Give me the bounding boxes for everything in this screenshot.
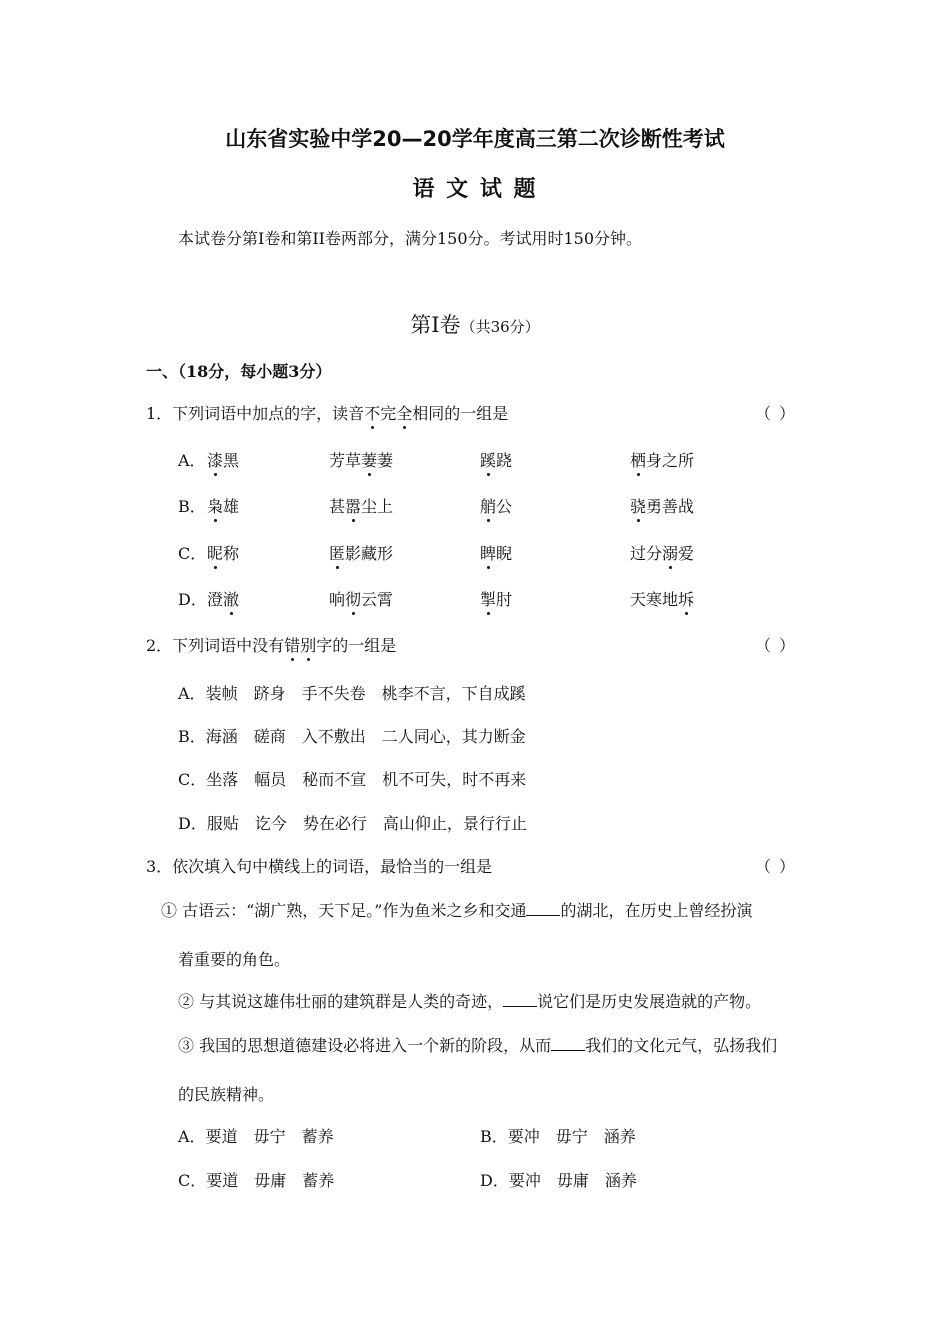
- fill-blank[interactable]: [503, 992, 537, 1007]
- q3-option-d[interactable]: [480, 1168, 637, 1191]
- paren-close: ）: [779, 857, 796, 876]
- q2-stem-dotted-char: 别: [300, 633, 316, 656]
- word-text: 影藏形: [345, 544, 394, 563]
- q3-option-b[interactable]: [480, 1124, 636, 1147]
- volume-heading: [0, 309, 950, 339]
- q3-option-a[interactable]: [178, 1124, 334, 1147]
- paren-open: （: [755, 404, 772, 423]
- word-text: 公: [496, 497, 513, 516]
- dotted-char: 坼: [678, 587, 694, 610]
- fill-blank[interactable]: [551, 1036, 585, 1051]
- option-letter: D．: [178, 814, 207, 833]
- dotted-char: 澈: [223, 587, 239, 610]
- option-letter: B．: [480, 1127, 508, 1146]
- sentence-text: ② 与其说这雄伟壮丽的建筑群是人类的奇迹，: [178, 992, 504, 1011]
- option-letter: C．: [178, 544, 207, 563]
- fill-blank[interactable]: [526, 901, 560, 916]
- option-letter: A．: [178, 1127, 206, 1146]
- option-letter: B．: [178, 727, 206, 746]
- word-text: 肘: [496, 590, 513, 609]
- q1-word: [329, 541, 393, 564]
- q3-sentence-1-cont: 着重要的角色。: [178, 950, 291, 969]
- q1-word: [329, 494, 393, 517]
- sentence-text: ③ 我国的思想道德建设必将进入一个新的阶段，从而: [178, 1036, 552, 1055]
- option-letter: B．: [178, 497, 206, 516]
- q1-word: [207, 541, 239, 564]
- q2-option-b[interactable]: [178, 724, 526, 747]
- option-text: 服贴 讫今 势在必行 高山仰止，景行行止: [206, 814, 527, 833]
- q1-word: [329, 587, 393, 610]
- dotted-char: 骁: [630, 494, 646, 517]
- q2-stem-text: 字的一组是: [316, 636, 397, 655]
- word-text: 过分: [630, 544, 663, 563]
- exam-title: 山东省实验中学20—20学年度高三第二次诊断性考试: [225, 127, 725, 151]
- dotted-char: 嚣: [345, 494, 361, 517]
- sentence-text: 我们的文化元气，弘扬我们: [585, 1036, 778, 1055]
- dotted-char: 昵: [207, 541, 223, 564]
- q1-word: [630, 494, 694, 517]
- section-heading: 一、（18分，每小题3分）: [146, 362, 332, 381]
- option-letter: C．: [178, 1171, 207, 1190]
- q3-sentence-2: [178, 989, 761, 1012]
- word-text: 响: [329, 590, 346, 609]
- option-letter: A．: [178, 684, 206, 703]
- option-letter: D．: [480, 1171, 509, 1190]
- volume-note: （共36分）: [460, 318, 540, 336]
- dotted-char: 艄: [480, 494, 496, 517]
- word-text: 云霄: [361, 590, 394, 609]
- q1-stem-dotted-char: 不: [364, 401, 380, 424]
- option-text: 要道 毋宁 蓄养: [205, 1127, 334, 1146]
- paren-close: ）: [779, 636, 796, 655]
- q2-stem-text: 2．下列词语中没有: [146, 636, 285, 655]
- q1-stem: [146, 401, 508, 424]
- q1-word: [630, 541, 694, 564]
- option-letter: A．: [178, 451, 206, 470]
- option-text: 海涵 磋商 入不敷出 二人同心，其力断金: [205, 727, 526, 746]
- dotted-char: 溺: [662, 541, 678, 564]
- word-text: 称: [223, 544, 240, 563]
- q1-word: [480, 587, 512, 610]
- q3-sentence-3-cont: 的民族精神。: [178, 1085, 275, 1104]
- q1-word: [207, 587, 239, 610]
- q1-word: [207, 448, 239, 471]
- q1-word: [630, 448, 694, 471]
- word-text: 睨: [496, 544, 513, 563]
- q1-stem-text: 相同的一组是: [412, 404, 509, 423]
- paren-close: ）: [779, 404, 796, 423]
- q2-stem-dotted-char: 错: [284, 633, 300, 656]
- q1-stem-text: 完: [380, 404, 397, 423]
- q1-word: [480, 494, 512, 517]
- dotted-char: 萋: [361, 448, 377, 471]
- word-text: 澄: [207, 590, 224, 609]
- word-text: 萋: [377, 451, 394, 470]
- exam-subject: 语 文 试 题: [412, 177, 538, 202]
- dotted-char: 掣: [480, 587, 496, 610]
- q1-word: [630, 587, 694, 610]
- word-text: 甚: [329, 497, 346, 516]
- word-text: 身之所: [646, 451, 695, 470]
- sentence-text: ① 古语云：“湖广熟，天下足。”作为鱼米之乡和交通: [161, 901, 527, 920]
- word-text: 黑: [223, 451, 240, 470]
- q3-sentence-1: [161, 898, 752, 921]
- q1-stem-text: 1．下列词语中加点的字，读音: [146, 404, 365, 423]
- dotted-char: 蹊: [480, 448, 496, 471]
- word-text: 跷: [496, 451, 513, 470]
- word-text: 芳草: [329, 451, 362, 470]
- option-letter: C．: [178, 770, 207, 789]
- exam-intro: 本试卷分第I卷和第II卷两部分，满分150分。考试用时150分钟。: [178, 229, 643, 248]
- q1-word: [207, 494, 239, 517]
- option-text: 要冲 毋庸 涵养: [508, 1171, 637, 1190]
- dotted-char: 漆: [207, 448, 223, 471]
- word-text: 雄: [223, 497, 240, 516]
- dotted-char: 枭: [207, 494, 223, 517]
- word-text: 爱: [678, 544, 695, 563]
- q3-sentence-3: [178, 1033, 777, 1056]
- q1-stem-dotted-char: 全: [396, 401, 412, 424]
- dotted-char: 匿: [329, 541, 345, 564]
- word-text: 尘上: [361, 497, 394, 516]
- paren-open: （: [755, 857, 772, 876]
- word-text: 勇善战: [646, 497, 695, 516]
- option-text: 要冲 毋宁 涵养: [507, 1127, 636, 1146]
- dotted-char: 睥: [480, 541, 496, 564]
- q2-option-a[interactable]: [178, 681, 526, 704]
- sentence-text: 说它们是历史发展造就的产物。: [537, 992, 762, 1011]
- option-text: 要道 毋庸 蓄养: [206, 1171, 335, 1190]
- q1-word: [480, 541, 512, 564]
- sentence-text: 的湖北，在历史上曾经扮演: [560, 901, 753, 920]
- q3-option-c[interactable]: [178, 1168, 334, 1191]
- q2-option-c[interactable]: [178, 767, 526, 790]
- q2-option-d[interactable]: [178, 811, 527, 834]
- option-text: 坐落 幅员 秘而不宣 机不可失，时不再来: [206, 770, 527, 789]
- dotted-char: 栖: [630, 448, 646, 471]
- volume-label: 第Ⅰ卷: [410, 313, 461, 337]
- paren-open: （: [755, 636, 772, 655]
- q1-word: [480, 448, 512, 471]
- q1-word: [329, 448, 393, 471]
- option-text: 装帧 跻身 手不失卷 桃李不言，下自成蹊: [205, 684, 526, 703]
- word-text: 天寒地: [630, 590, 679, 609]
- q2-stem: [146, 633, 396, 656]
- dotted-char: 彻: [345, 587, 361, 610]
- option-letter: D．: [178, 590, 207, 609]
- q3-stem: 3．依次填入句中横线上的词语，最恰当的一组是: [146, 857, 493, 876]
